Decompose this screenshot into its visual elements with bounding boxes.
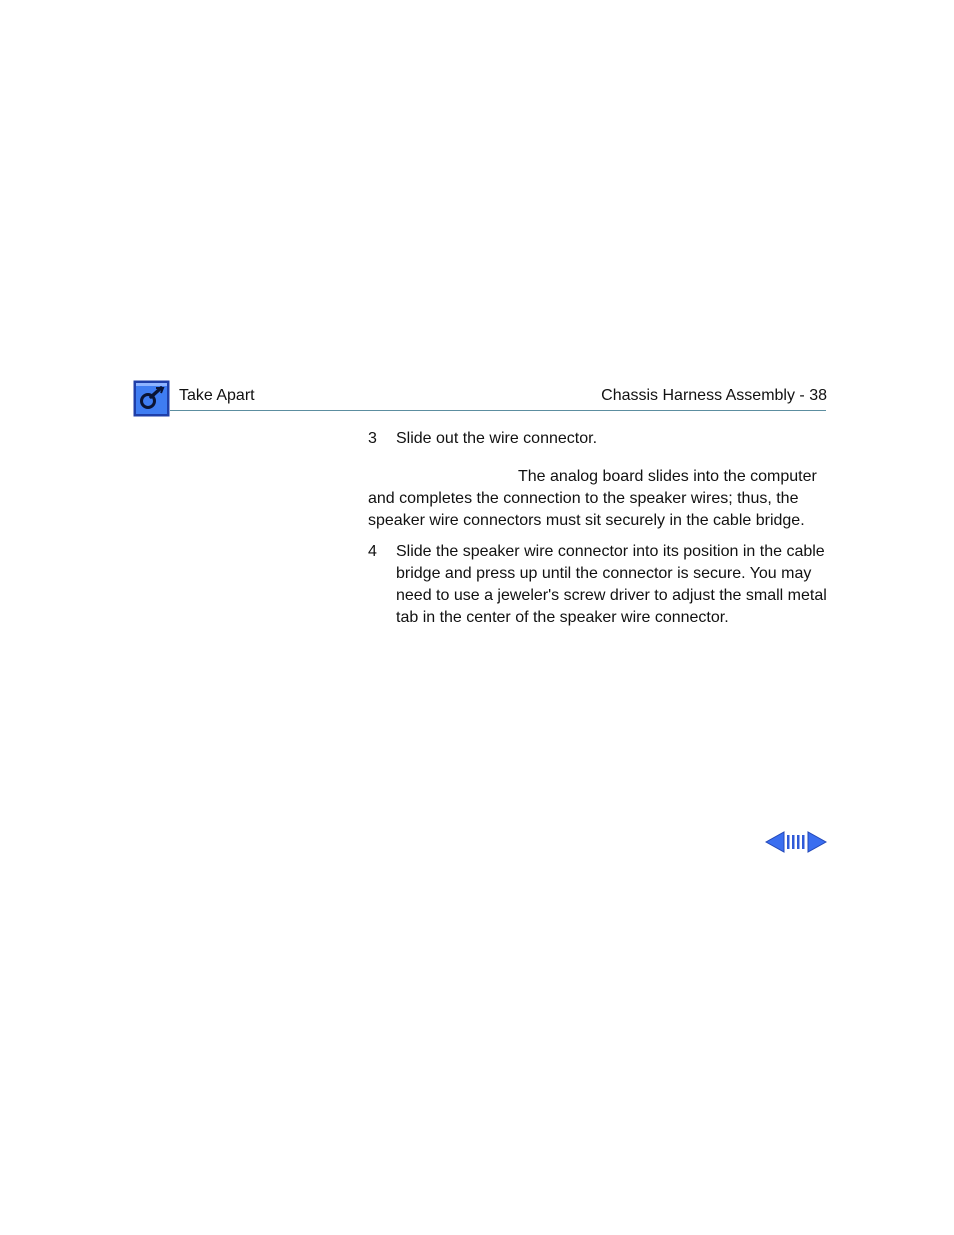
page-bars-icon[interactable]	[786, 831, 806, 858]
step-3	[368, 428, 828, 450]
note-paragraph: The analog board slides into the computer and completes the connection to the speaker wires; thus, the speaker wire connectors must sit securely in the cable bridge.	[368, 468, 817, 529]
step-text: Slide the speaker wire connector into its position in the cable bridge and press up until the connector is secure. You may need to use a jeweler's screw driver to adjust the small metal tab in the center of the speaker wire connector.	[396, 543, 827, 626]
section-title: Take Apart	[179, 387, 255, 404]
page-header	[133, 380, 827, 418]
right-arrow-icon[interactable]	[807, 831, 827, 858]
step-number: 3	[368, 430, 377, 447]
left-arrow-icon[interactable]	[765, 831, 785, 858]
step-text: Slide out the wire connector.	[396, 430, 598, 447]
take-apart-wrench-icon[interactable]	[133, 380, 170, 417]
step-4	[368, 541, 828, 629]
step-number: 4	[368, 543, 377, 560]
page-title: Chassis Harness Assembly - 38	[601, 387, 827, 404]
header-divider	[170, 410, 826, 411]
main-content	[368, 428, 828, 629]
page-navigation	[765, 831, 827, 853]
